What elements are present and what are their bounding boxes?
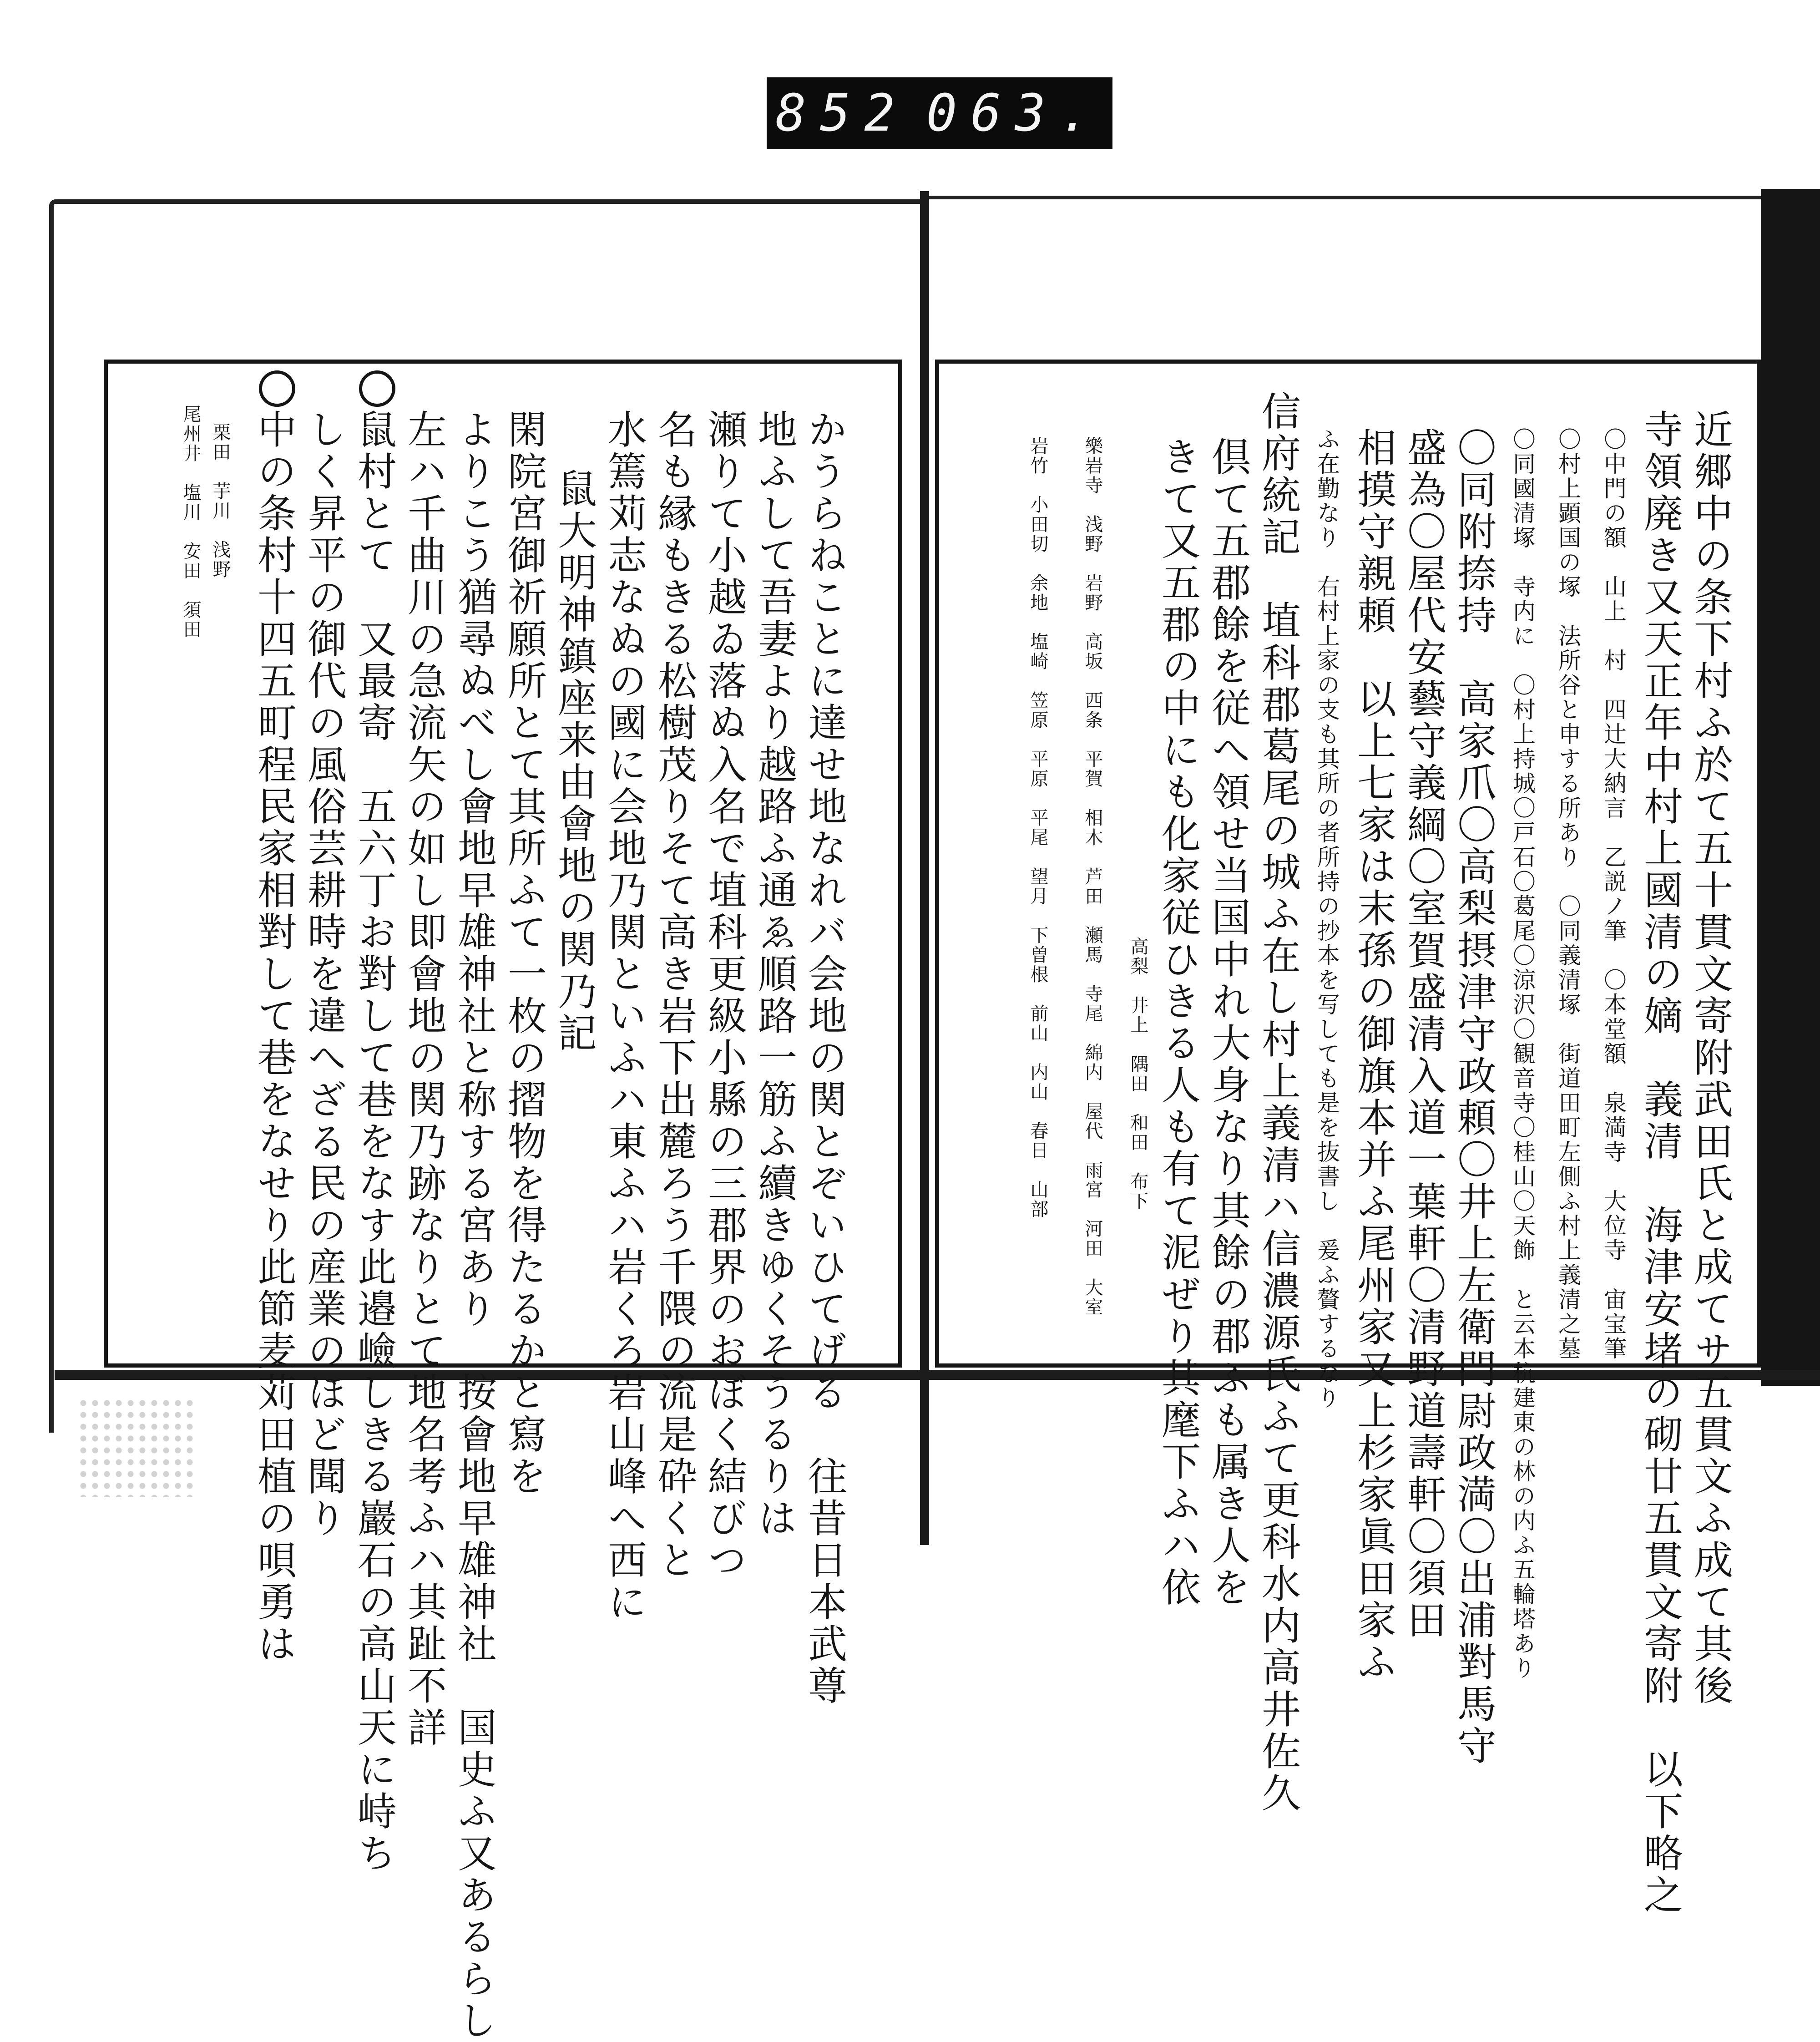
right-col-10: 信府統記 埴科郡葛尾の城ふ在し村上義清ハ信濃源氏ふて更科水内高井佐久 [1255,391,1300,1814]
left-col-7: よりこう猶尋ぬべし會地早雄神社と称する宮あり 按會地早雄神社 国史ふ又あるらし [451,409,496,2042]
right-col-11: 倶て五郡餘を従へ領せ当国中れ大身なり其餘の郡ふも属き人を [1205,436,1250,1609]
left-col-5: 鼠村とて 又最寄 五六丁お對して巷をなす此邉嶮しきる巖石の高山天に峙ち [351,409,396,1875]
right-col-7: 盛為〇屋代安藝守義綱〇室賀盛清入道一葉軒〇清野道壽軒〇須田 [1400,427,1446,1642]
call-number-label [767,77,1112,149]
circle-mark [259,370,295,407]
right-col-3: 〇中門の額 山上 村 四辻大納言 乙説ノ筆 〇本堂額 泉満寺 大位寺 宙宝筆 [1600,427,1627,1361]
book-right-edge [1761,189,1820,1386]
left-col-12: 瀬りて小越ゐ落ぬ入名で埴科更級小縣の三郡界のおぼく結びつ [701,409,747,1581]
left-page-frame [104,360,902,2042]
circle-mark [359,370,395,407]
right-col-13: 高梨 井上 隅田 和田 布下 [1127,937,1148,1211]
left-col-2: 栗田 芋川 浅野 [210,423,231,579]
right-col-2: 寺領廃き又天正年中村上國清の嫡 義清 海津安堵の砌廿五貫文寄附 以下略之 [1637,409,1683,1916]
right-col-4: 〇村上顕国の塚 法所谷と申する所あり 〇同義清塚 街道田町左側ふ村上義清之墓 [1555,427,1581,1361]
right-page-frame [935,360,1761,1916]
right-col-1: 近郷中の条下村ふ於て五十貫文寄附武田氏と成てサ五貫文ふ成て其後 [1687,409,1733,1707]
right-col-9: ふ在勤なり 右村上家の支も其所の者所持の抄本を写しても是を抜書し 爰ふ贅するなり [1314,427,1340,1410]
left-col-10: 水篶苅志なぬの國に会地乃関といふハ東ふハ岩くろ岩山峰へ西に [601,409,647,1623]
book-spine [920,191,929,1545]
left-col-13: 地ふして吾妻より越路ふ通ゑ順路一筋ふ續きゆくそうるりは [751,409,797,1540]
left-col-14: かうらねことに達せ地なれバ会地の関とぞいひてげる 往昔日本武尊 [801,409,847,1707]
left-col-9: 鼠大明神鎮座来由會地の関乃記 [551,468,597,1054]
call-number-left: 852 [775,84,909,143]
right-col-14: 樂岩寺 浅野 岩野 高坂 西条 平賀 相木 芦田 瀬馬 寺尾 綿内 屋代 雨宮 河田 大室 [1082,436,1103,1317]
left-col-4: しく昇平の御代の風俗芸耕時を違へざる民の産業のほど聞り [301,409,346,1540]
call-number-right: 063. [926,84,1104,143]
paper-stain [77,1397,196,1497]
right-col-5: 〇同國清塚 寺内に 〇村上持城〇戸石〇葛尾〇涼沢〇観音寺〇桂山〇天飾 と云本杭建東の林の内ふ五輪塔あり [1509,427,1536,1681]
left-col-11: 名も縁もきる松樹茂りそて高き岩下出麓ろう千隈の流是砕くと [651,409,697,1581]
right-col-15: 岩竹 小田切 余地 塩崎 笠原 平原 平尾 望月 下曽根 前山 内山 春日 山部 [1027,436,1048,1219]
right-col-6: 〇同附捺持 高家爪〇高梨摂津守政頼〇井上左衛門尉政満〇出浦對馬守 [1451,427,1496,1767]
left-col-3: 中の条村十四五町程民家相對して巷をなせり此節麦苅田植の唄勇は [251,409,296,1665]
left-col-8: 閑院宮御祈願所とて其所ふて一枚の摺物を得たるかと寫を [501,409,546,1498]
left-col-1: 尾州井 塩川 安田 須田 [180,405,201,639]
right-col-8: 相摸守親頼 以上七家は末孫の御旗本并ふ尾州家又上杉家眞田家ふ [1350,427,1396,1683]
left-col-6: 左ハ千曲川の急流矢の如し即會地の関乃跡なりとて地名考ふハ其趾不詳 [401,409,446,1749]
right-col-12: きて又五郡の中にも化家従ひきる人も有て泥ぜり其麾下ふハ依 [1155,436,1200,1609]
